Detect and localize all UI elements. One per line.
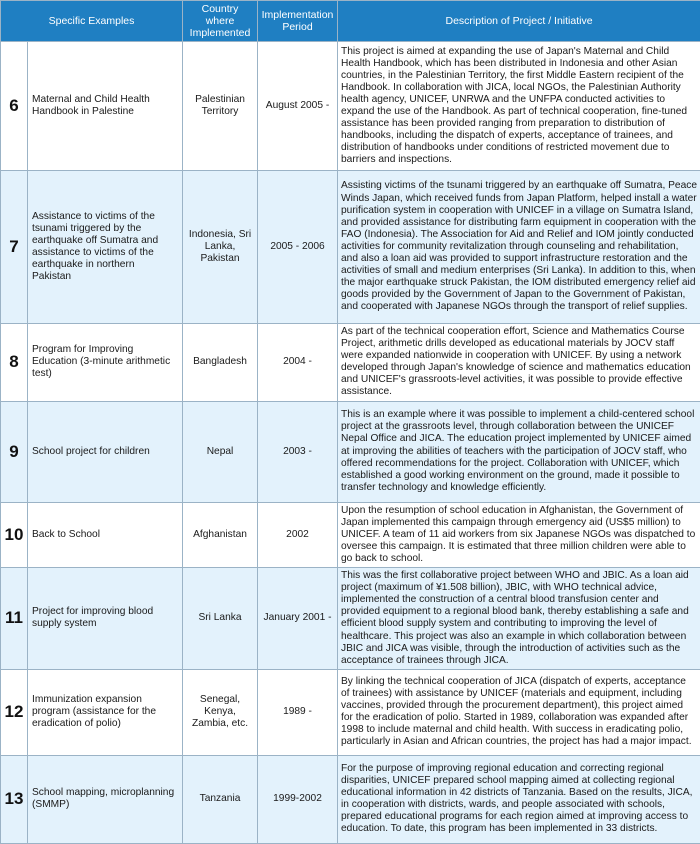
table-row <box>1 568 700 670</box>
period-cell: 2003 - <box>258 401 338 502</box>
row-number: 11 <box>1 568 28 670</box>
description-cell: This project is aimed at expanding the use of Japan's Maternal and Child Health Handbook, which has been distributed in Indonesia and other Asian countries, in the Palestinian Territory, the first Middle Eastern recipient of the Handbook. In collaboration with JICA, local NGOs, the Palestinian Authority health agency, UNICEF, UNRWA and the UNFPA conducted activities to expand the use of the Handbook. As part of technical cooperation, fine-tuned assistance has been provided ranging from preparation to distribution of handbooks, including the dispatch of experts, acceptance of trainees, and distribution of handbooks under conditions of restricted movement due to barriers and inspections. <box>338 42 700 171</box>
table-row <box>1 669 700 755</box>
example-title: Project for improving blood supply system <box>28 568 183 670</box>
row-number: 7 <box>1 171 28 324</box>
row-number: 6 <box>1 42 28 171</box>
period-cell: 2005 - 2006 <box>258 171 338 324</box>
example-title: Assistance to victims of the tsunami triggered by the earthquake off Sumatra and assistance to victims of the earthquake in northern Pakistan <box>28 171 183 324</box>
row-number: 12 <box>1 669 28 755</box>
table-row <box>1 171 700 324</box>
country-cell: Sri Lanka <box>183 568 258 670</box>
row-number: 9 <box>1 401 28 502</box>
row-number: 8 <box>1 324 28 402</box>
country-cell: Tanzania <box>183 755 258 843</box>
description-cell: For the purpose of improving regional education and correcting regional disparities, UNICEF prepared school mapping aimed at collecting regional educational information in 42 districts of Tanzania. Based on the results, JICA, in cooperation with districts, wards, and people associated with schools, prepared educational programs for each region aimed at improving access to education. To date, this program has been implemented in 33 districts. <box>338 755 700 843</box>
header-description: Description of Project / Initiative <box>338 1 700 42</box>
header-country: Country where Implemented <box>183 1 258 42</box>
description-cell: Upon the resumption of school education in Afghanistan, the Government of Japan implemented this campaign through emergency aid (US$5 million) to UNICEF. A team of 11 aid workers from six Japanese NGOs was dispatched to oversee this campaign. It is estimated that three million children were able to go back to school. <box>338 502 700 567</box>
header-period: Implementation Period <box>258 1 338 42</box>
country-cell: Nepal <box>183 401 258 502</box>
description-cell: By linking the technical cooperation of JICA (dispatch of experts, acceptance of trainees) with assistance by UNICEF (materials and equipment, including vaccines, provided through the procurement department), this project aimed for the eradication of polio. Started in 1989, collaboration was expanded after 1998 to include maternal and child health. With success in eradicating polio, particularly in Asian and African countries, the project has had a major impact. <box>338 669 700 755</box>
example-title: School mapping, microplanning (SMMP) <box>28 755 183 843</box>
row-number: 10 <box>1 502 28 567</box>
country-cell: Bangladesh <box>183 324 258 402</box>
description-cell: This is an example where it was possible to implement a child-centered school project at the grassroots level, through collaboration between the UNICEF Nepal Office and JICA. The education project implemented by UNICEF aimed at improving the abilities of teachers with the participation of JOCV staff, who offered recommendations for the project. Collaboration with UNICEF, which established a good working environment on the ground, made it possible to transfer technology and knowledge efficiently. <box>338 401 700 502</box>
example-title: Back to School <box>28 502 183 567</box>
period-cell: 2004 - <box>258 324 338 402</box>
country-cell: Palestinian Territory <box>183 42 258 171</box>
header-row <box>1 1 700 42</box>
table-row <box>1 502 700 567</box>
country-cell: Senegal, Kenya, Zambia, etc. <box>183 669 258 755</box>
example-title: Maternal and Child Health Handbook in Palestine <box>28 42 183 171</box>
description-cell: Assisting victims of the tsunami triggered by an earthquake off Sumatra, Peace Winds Japan, which received funds from Japan Platform, helped install a water purification system in cooperation with UNICEF in a village on Sumatra Island, and provided assistance for distributing farm equipment in cooperation with the FAO (Indonesia). The Association for Aid and Relief and IOM jointly conducted activities for community revitalization through counseling and rehabilitation, and also a loan aid was provided to support infrastructure restoration and the activities of small and medium enterprises (Sri Lanka). In addition to this, when the major earthquake struck Pakistan, the IOM distributed emergency relief aid goods provided by the Government of Japan to the Government of Pakistan, and cooperated with Japanese NGOs through the transport of relief supplies. <box>338 171 700 324</box>
example-title: Immunization expansion program (assistance for the eradication of polio) <box>28 669 183 755</box>
example-title: School project for children <box>28 401 183 502</box>
description-cell: This was the first collaborative project between WHO and JBIC. As a loan aid project (maximum of ¥1.508 billion), JBIC, with WHO technical advice, implemented the construction of a central blood transfusion center and provided equipment to a regional blood bank, thereby establishing a safe and efficient blood supply system and contributing to improving the level of healthcare. This project was also an example in which collaboration between JBIC and JICA was visible, through the introduction of activities such as the acceptance of trainees through JICA. <box>338 568 700 670</box>
description-cell: As part of the technical cooperation effort, Science and Mathematics Course Project, arithmetic drills developed as educational materials by JOCV staff were expanded nationwide in cooperation with UNICEF. By using a network developed through Japan's knowledge of science and mathematics education and UNICEF's grassroots-level activities, it was possible to provide effective assistance. <box>338 324 700 402</box>
period-cell: January 2001 - <box>258 568 338 670</box>
example-title: Program for Improving Education (3-minute arithmetic test) <box>28 324 183 402</box>
period-cell: 2002 <box>258 502 338 567</box>
country-cell: Indonesia, Sri Lanka, Pakistan <box>183 171 258 324</box>
period-cell: August 2005 - <box>258 42 338 171</box>
table-row <box>1 42 700 171</box>
country-cell: Afghanistan <box>183 502 258 567</box>
period-cell: 1989 - <box>258 669 338 755</box>
header-specific-examples: Specific Examples <box>1 1 183 42</box>
row-number: 13 <box>1 755 28 843</box>
table-row <box>1 755 700 843</box>
table-row <box>1 401 700 502</box>
period-cell: 1999-2002 <box>258 755 338 843</box>
table-row <box>1 324 700 402</box>
